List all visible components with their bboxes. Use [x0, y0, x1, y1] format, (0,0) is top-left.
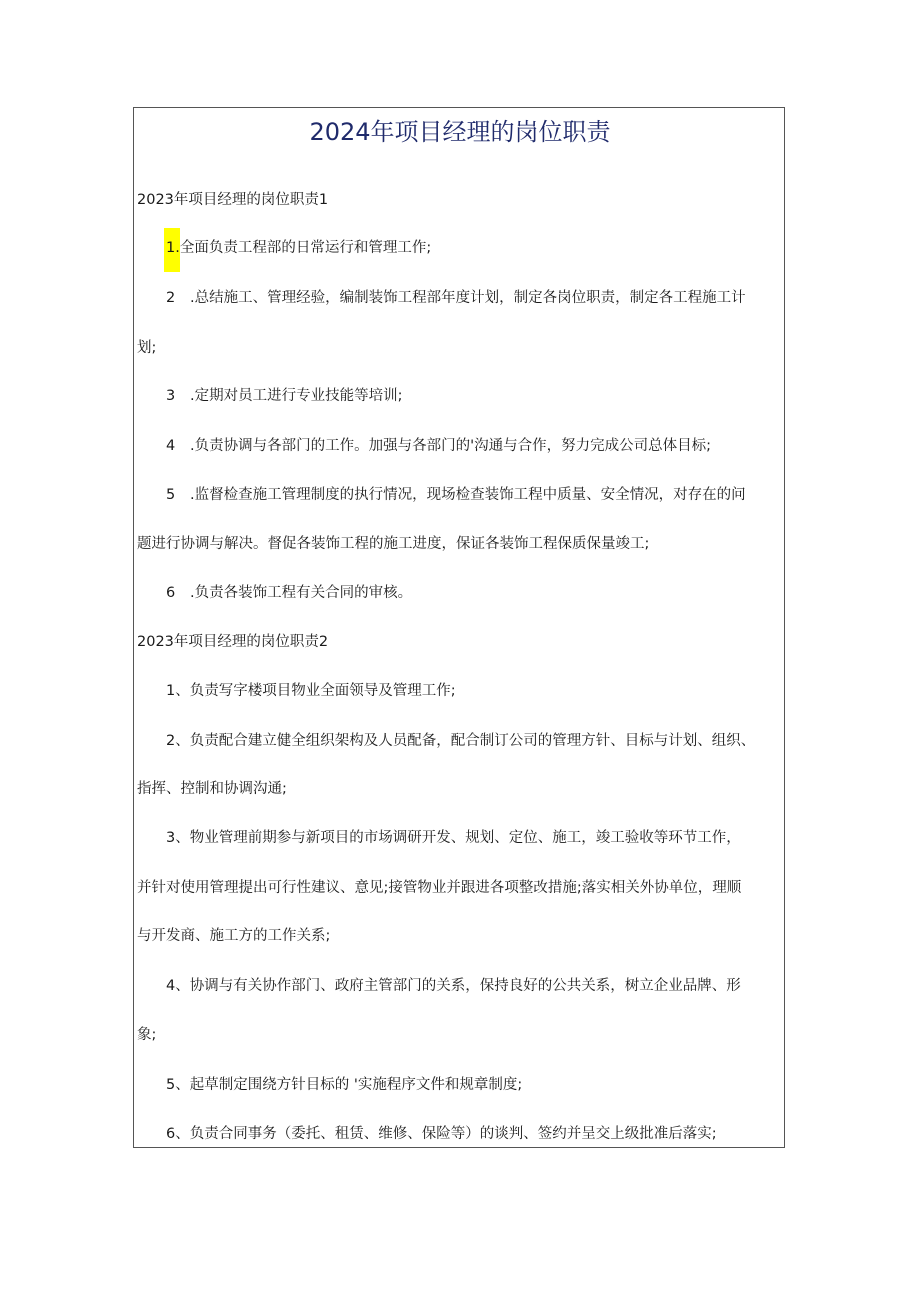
item-text: 全面负责工程部的日常运行和管理工作;	[179, 240, 432, 256]
section-1-item-1	[166, 238, 431, 258]
section-2-item-3: 3、物业管理前期参与新项目的市场调研开发、规划、定位、施工，竣工验收等环节工作，	[166, 830, 741, 846]
section-1-item-4	[166, 436, 711, 456]
item-text: .监督检查施工管理制度的执行情况，现场检查装饰工程中质量、安全情况，对存在的问	[190, 487, 746, 503]
section-2-item-6: 6、负责合同事务（委托、租赁、维修、保险等）的谈判、签约并呈交上级批准后落实;	[166, 1126, 717, 1142]
item-text: .定期对员工进行专业技能等培训;	[190, 388, 403, 404]
section-2-heading: 2023年项目经理的岗位职责2	[137, 634, 329, 650]
section-2-item-2-continuation: 指挥、控制和协调沟通;	[137, 781, 287, 797]
section-1-item-5	[166, 485, 746, 505]
highlighted-item-number: 1.	[164, 228, 180, 272]
section-2-item-4: 4、协调与有关协作部门、政府主管部门的关系，保持良好的公共关系，树立企业品牌、形	[166, 978, 741, 994]
section-2-item-1: 1、负责写字楼项目物业全面领导及管理工作;	[166, 683, 456, 699]
item-text: .负责各装饰工程有关合同的审核。	[190, 585, 413, 601]
item-number: 5	[166, 487, 176, 503]
item-number: 2	[166, 290, 176, 306]
item-text: .负责协调与各部门的工作。加强与各部门的'沟通与合作，努力完成公司总体目标;	[190, 438, 711, 454]
section-1-heading: 2023年项目经理的岗位职责1	[137, 192, 329, 208]
item-number: 4	[166, 438, 176, 454]
section-2-item-4-continuation: 象;	[137, 1027, 157, 1043]
section-1-item-2	[166, 288, 746, 308]
section-1-item-2-continuation: 划;	[137, 340, 157, 356]
item-number: 3	[166, 388, 176, 404]
item-text: .总结施工、管理经验，编制装饰工程部年度计划，制定各岗位职责，制定各工程施工计	[190, 290, 746, 306]
document-title: 2024年项目经理的岗位职责	[309, 118, 611, 146]
section-2-item-2: 2、负责配合建立健全组织架构及人员配备，配合制订公司的管理方针、目标与计划、组织、	[166, 733, 756, 749]
section-2-item-3-continuation-1: 并针对使用管理提出可行性建议、意见;接管物业并跟进各项整改措施;落实相关外协单位，理顺	[137, 880, 742, 896]
section-2-item-5: 5、起草制定围绕方针目标的 '实施程序文件和规章制度;	[166, 1077, 523, 1093]
section-2-item-3-continuation-2: 与开发商、施工方的工作关系;	[137, 928, 331, 944]
section-1-item-3	[166, 386, 403, 406]
item-number: 6	[166, 585, 176, 601]
section-1-item-5-continuation: 题进行协调与解决。督促各装饰工程的施工进度，保证各装饰工程保质保量竣工;	[137, 536, 650, 552]
section-1-item-6	[166, 583, 412, 603]
